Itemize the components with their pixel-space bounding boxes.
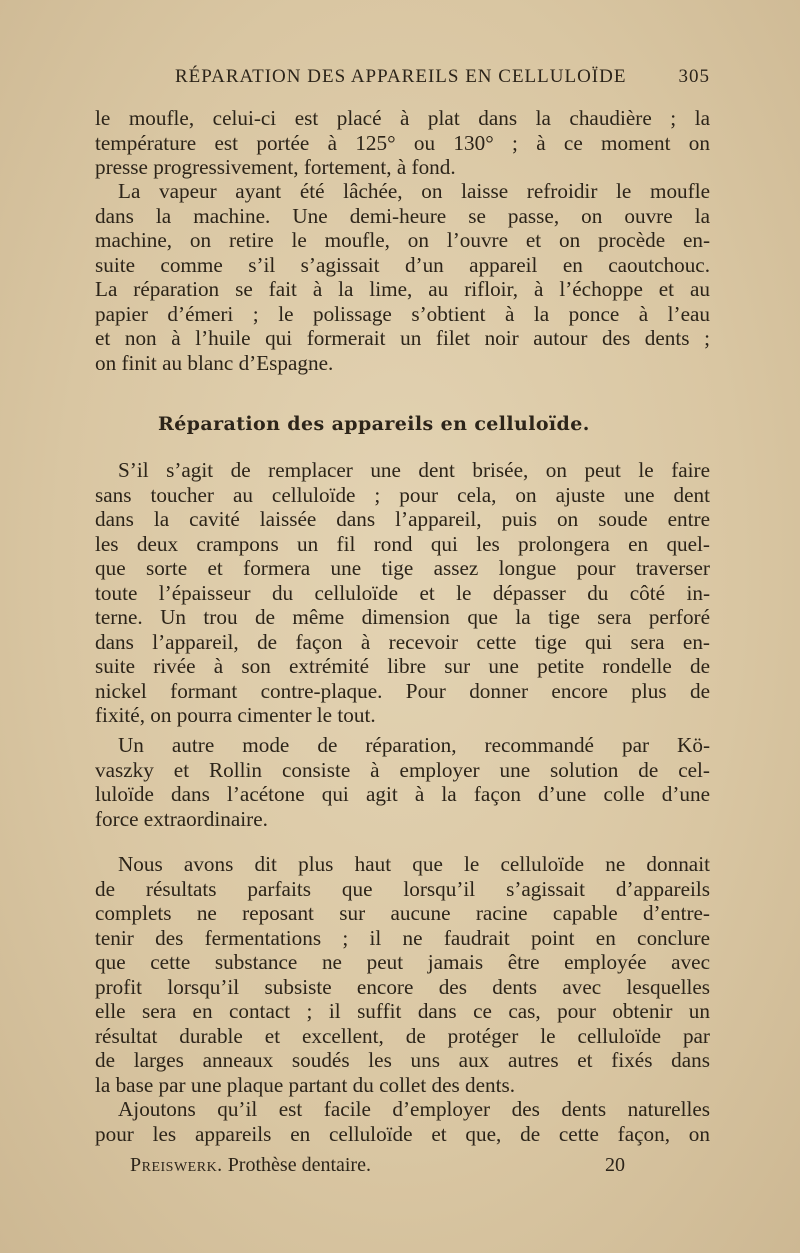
text-line: pour les appareils en celluloïde et que, de cette façon, on	[95, 1121, 710, 1146]
text-line: nickel formant contre-plaque. Pour donner encore plus de	[95, 678, 710, 703]
text-line: Ajoutons qu’il est facile d’employer des dents naturelles	[118, 1097, 710, 1121]
text-line: presse progressivement, fortement, à fond.	[95, 155, 456, 179]
text-line: toute l’épaisseur du celluloïde et le dépasser du côté in-	[95, 580, 710, 605]
text-line: dans l’appareil, de façon à recevoir cette tige qui sera en-	[95, 629, 710, 654]
running-header	[95, 66, 710, 94]
text-line: de larges anneaux soudés les uns aux autres et fixés dans	[95, 1048, 710, 1072]
page-number: 305	[678, 66, 710, 87]
text-line: sans toucher au celluloïde ; pour cela, on ajuste une dent	[95, 482, 710, 507]
text-line: les deux crampons un fil rond qui les prolongera en quel-	[95, 531, 710, 556]
text-line: suite comme s’il s’agissait d’un appareil en caoutchouc.	[95, 252, 710, 277]
text-line: résultat durable et excellent, de protéger le celluloïde par	[95, 1023, 710, 1048]
paragraph-3	[95, 458, 710, 728]
text-line: dans la cavité laissée dans l’appareil, puis on soude entre	[95, 507, 710, 531]
paragraph-1	[95, 106, 710, 180]
text-line: que cette substance ne peut jamais être employée avec	[95, 950, 710, 974]
text-line: force extraordinaire.	[95, 806, 268, 831]
text-line: de résultats parfaits que lorsqu’il s’agissait d’appareils	[95, 876, 710, 901]
text-line: machine, on retire le moufle, on l’ouvre et on procède en-	[95, 228, 710, 252]
paragraph-2	[95, 179, 710, 375]
text-line: on finit au blanc d’Espagne.	[95, 350, 334, 375]
footer-book-title: Prothèse dentaire.	[227, 1154, 371, 1176]
text-line: S’il s’agit de remplacer une dent brisée, on peut le faire	[118, 458, 710, 482]
section-heading: Réparation des appareils en celluloïde.	[158, 413, 590, 435]
text-line: tenir des fermentations ; il ne faudrait point en conclure	[95, 925, 710, 950]
text-line: suite rivée à son extrémité libre sur une petite rondelle de	[95, 654, 710, 678]
text-line: le moufle, celui-ci est placé à plat dans la chaudière ; la	[95, 106, 710, 130]
text-line: complets ne reposant sur aucune racine capable d’entre-	[95, 901, 710, 925]
text-line: dans la machine. Une demi-heure se passe, on ouvre la	[95, 203, 710, 228]
text-line: Nous avons dit plus haut que le celluloïde ne donnait	[118, 852, 710, 876]
footer-author: Preiswerk.	[130, 1154, 223, 1176]
text-line: que sorte et formera une tige assez longue pour traverser	[95, 556, 710, 580]
text-line: vaszky et Rollin consiste à employer une solution de cel-	[95, 757, 710, 782]
text-line: et non à l’huile qui formerait un filet noir autour des dents ;	[95, 326, 710, 350]
text-line: La réparation se fait à la lime, au rifloir, à l’échoppe et au	[95, 277, 710, 301]
paragraph-6	[95, 1097, 710, 1146]
text-line: papier d’émeri ; le polissage s’obtient à la ponce à l’eau	[95, 301, 710, 326]
text-line: Un autre mode de réparation, recommandé par Kö-	[118, 733, 710, 757]
text-line: La vapeur ayant été lâchée, on laisse refroidir le moufle	[118, 179, 710, 203]
text-line: fixité, on pourra cimenter le tout.	[95, 703, 376, 727]
signature-mark: 20	[605, 1154, 625, 1176]
text-line: terne. Un trou de même dimension que la tige sera perforé	[95, 605, 710, 629]
page-footer	[130, 1154, 625, 1177]
text-line: la base par une plaque partant du collet des dents.	[95, 1072, 516, 1097]
text-line: profit lorsqu’il subsiste encore des dents avec lesquelles	[95, 974, 710, 999]
running-title: RÉPARATION DES APPAREILS EN CELLULOÏDE	[175, 66, 627, 87]
paragraph-4	[95, 733, 710, 831]
paragraph-5	[95, 852, 710, 1097]
text-line: elle sera en contact ; il suffit dans ce cas, pour obtenir un	[95, 999, 710, 1023]
text-line: température est portée à 125° ou 130° ; à ce moment on	[95, 130, 710, 155]
text-line: luloïde dans l’acétone qui agit à la façon d’une colle d’une	[95, 782, 710, 806]
